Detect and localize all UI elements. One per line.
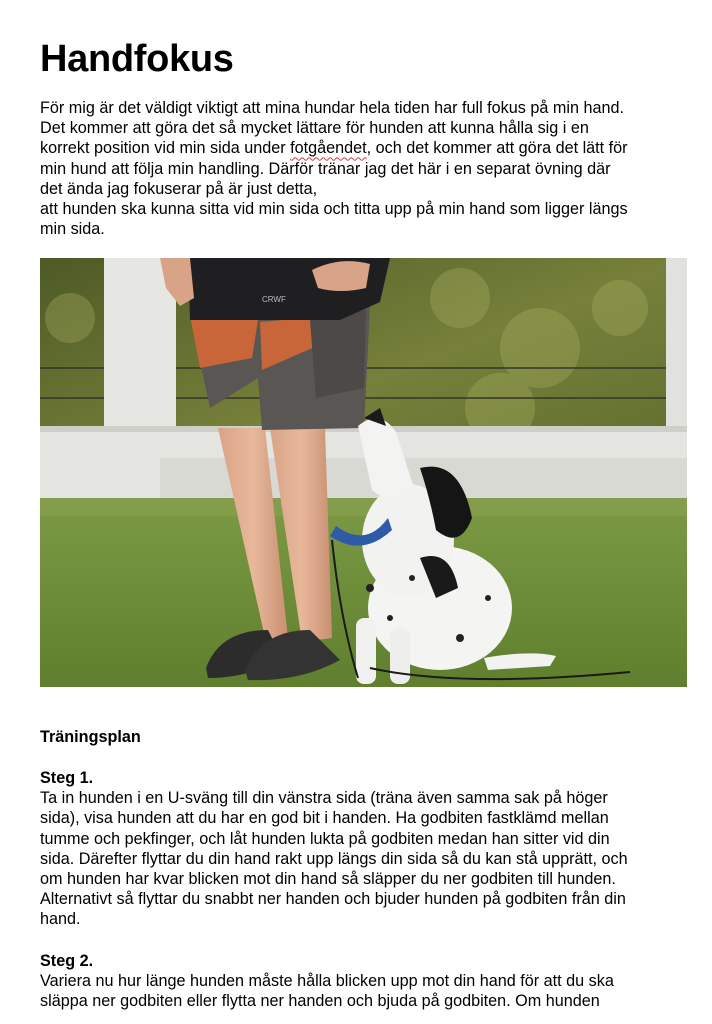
step-1-line: om hunden har kvar blicken mot din hand så släpper du ner godbiten till hunden. (40, 870, 616, 889)
step-2-title: Steg 2. (40, 952, 94, 970)
step-1-section (40, 768, 700, 930)
page-title: Handfokus (40, 38, 234, 80)
jacket-logo: CRWF (262, 295, 286, 304)
step-2-section (40, 951, 700, 1012)
intro-line-6: att hunden ska kunna sitta vid min sida och titta upp på min hand som ligger längs (40, 200, 628, 219)
intro-line-1: För mig är det väldigt viktigt att mina hundar hela tiden har full fokus på min hand. (40, 99, 624, 117)
step-1-title: Steg 1. (40, 769, 94, 787)
intro-line-3-end: , och det kommer att göra det lätt för (366, 139, 628, 158)
step-1-line: hand. (40, 910, 81, 929)
step-1-line: Alternativt så flyttar du snabbt ner handen och bjuder hunden på godbiten från din (40, 890, 626, 909)
step-1-line: sida. Därefter flyttar du din hand rakt upp längs din sida så du kan stå upprätt, och (40, 849, 628, 868)
step-2-line: släppa ner godbiten eller flytta ner handen och bjuda på godbiten. Om hunden (40, 992, 600, 1011)
intro-paragraph (40, 98, 700, 239)
step-1-line: sida), visa hunden att du har en god bit i handen. Ha godbiten fastklämd mellan (40, 809, 609, 828)
step-1-line: tumme och pekfinger, och låt hunden lukta på godbiten medan han sitter vid din (40, 829, 610, 848)
step-2-line: Variera nu hur länge hunden måste hålla blicken upp mot din hand för att du ska (40, 972, 614, 991)
intro-line-2: Det kommer att göra det så mycket lättare för hunden att kunna hålla sig i en (40, 119, 589, 138)
intro-line-5: det ända jag fokuserar på är just detta, (40, 179, 318, 198)
step-1-line: Ta in hunden i en U-sväng till din vänstra sida (träna även samma sak på höger (40, 789, 608, 808)
training-plan-heading: Träningsplan (40, 728, 141, 746)
intro-line-7: min sida. (40, 220, 105, 239)
spellcheck-marked-word[interactable]: fotgåendet (290, 139, 367, 158)
intro-line-3-start: korrekt position vid min sida under (40, 139, 291, 158)
intro-line-4: min hund att följa min handling. Därför tränar jag det här i en separat övning där (40, 159, 611, 178)
photo-illustration (40, 258, 687, 687)
dog-training-photo (40, 258, 687, 687)
